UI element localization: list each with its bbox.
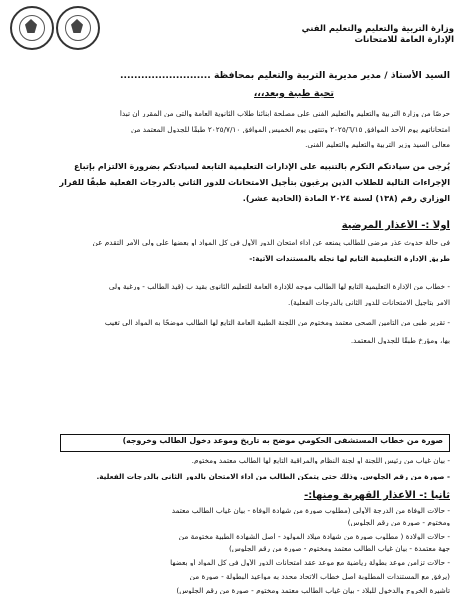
eagle-emblem-icon [56, 6, 100, 50]
intro-line: امتحاناتهم يوم الأحد الموافق ٢٠٢٥/٦/١٥ وتنتهي يوم الخميس الموافق ٢٠٢٥/٧/١٠ طبقًا للجدول المعتمد من [130, 126, 450, 134]
addressee-line: السيد الأستاذ / مدير مديرية التربية والتعليم بمحافظة .......................... [120, 70, 450, 81]
request-line: يُرجى من سيادتكم التكرم بالتنبيه على الإدارات التعليمية التابعة لسيادتكم بضرورة الالتزام بإتباع [74, 161, 450, 171]
ministry-header [244, 24, 454, 47]
section-title-medical: أولاً :- الأعذار المرضية [341, 220, 450, 231]
section-line: - بيان غياب من رئيس اللجنة أو لجنة النظام والمراقبة التابع لها الطالب معتمد ومختوم. [191, 457, 450, 465]
section-line: - صورة من رقم الجلوس. وذلك حتى يتمكن الطالب من أداء الامتحان بالدور الثاني بالدرجات الفعلية. [96, 473, 450, 481]
section-line: جهة معتمدة - بيان غياب الطالب معتمد ومختوم - صورة من رقم الجلوس) [228, 545, 450, 553]
header-logos [10, 6, 120, 46]
hospital-letter-box: صورة من خطاب المستشفى الحكومي موضح به تاريخ وموعد دخول الطالب وخروجه) [60, 434, 450, 452]
section-line: ومختوم - صورة من رقم الجلوس) [347, 519, 450, 527]
section-line: - حالات تزامن موعد بطولة رياضية مع موعد عقد امتحانات الدور الأول في كل المواد أو بعضها [170, 559, 450, 567]
section-line: (يرفق مع المستندات المطلوبة أصل خطاب الاتحاد محدد به مواعيد البطولة - صورة من [189, 573, 450, 581]
ministry-name: وزارة التربية والتعليم والتعليم الفني [301, 24, 454, 34]
request-line: الإجراءات التالية للطلاب الذين يرغبون بتأجيل الامتحانات للدور الثاني بالدرجات الفعلية طبقًا للقرار [59, 177, 450, 187]
section-line: - تقرير طبي من التأمين الصحي معتمد ومختوم من اللجنة الطبية العامة التابع لها الطالب موضحًا به المواد الى تغيب [104, 319, 450, 327]
intro-line: حرصًا من وزارة التربية والتعليم والتعليم الفني على مصلحة ابنائنا طلاب الثانوية العامة والتي من المقرر أن تبدأ [119, 110, 450, 118]
section-line: في حالة حدوث عذر مرضي للطالب يمنعه عن أداء امتحان الدور الأول في كل المواد أو بعضها على ولي الأمر التقدم عن [92, 239, 450, 247]
section-line: بها، ومؤرخ طبقًا للجدول المعتمد. [350, 337, 450, 345]
greeting: تحية طيبة وبعد،،، [253, 88, 334, 99]
request-line: الوزاري رقم (١٣٨) لسنة ٢٠٢٤ المادة (الحادية عشر). [242, 193, 450, 203]
section-line: طريق الإدارة التعليمية التابع لها نجله بالمستندات الآتية:- [249, 255, 450, 263]
ministry-seal-icon [10, 6, 54, 50]
department-name: الإدارة العامة للامتحانات [354, 35, 454, 46]
section-title-force-majeure: ثانيا :- الأعذار القهرية ومنها:- [304, 490, 450, 501]
section-line: الامر بتأجيل الامتحانات للدور الثاني بالدرجات الفعلية). [288, 299, 450, 307]
section-line: - حالات الوفاة من الدرجة الأولى (مطلوب صورة من شهادة الوفاة - بيان غياب الطالب معتمد [171, 507, 450, 515]
intro-line: معالي السيد وزير التربية والتعليم والتعليم الفني. [305, 141, 450, 149]
section-line: تأشيرة الخروج والدخول للبلاد - بيان غياب الطالب معتمد ومختوم - صورة من رقم الجلوس) [176, 587, 450, 595]
section-line: - حالات الولادة ( مطلوب صورة من شهادة ميلاد المولود - أصل الشهادة الطبية مختومة من [178, 533, 450, 541]
section-line: - خطاب من الإدارة التعليمية التابع لها الطالب موجه للإدارة العامة للتعليم الثانوي بقيد ب (قيد الطالب - ورغبة ولي [108, 283, 450, 291]
